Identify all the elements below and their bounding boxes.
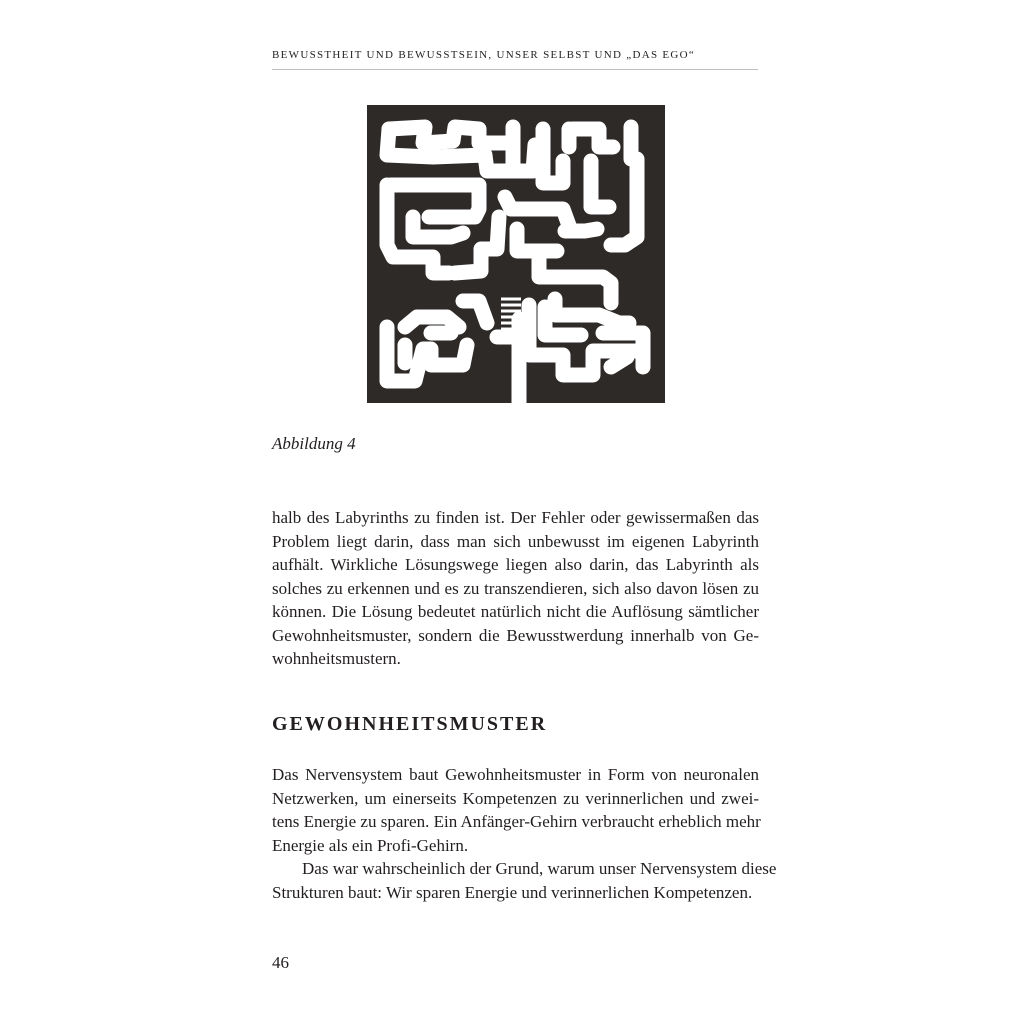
paragraph-2 [272,763,759,857]
header-rule [272,69,758,70]
text-line: Gewohnheitsmuster, sondern die Bewusstwerdung innerhalb von Ge- [272,625,759,645]
text-line: Das war wahrscheinlich der Grund, warum unser Nervensystem diese [302,859,777,878]
paragraph-3 [272,857,777,904]
section-heading: GEWOHNHEITSMUSTER [272,713,548,735]
paragraph-1 [272,506,759,671]
figure-caption: Abbildung 4 [272,434,356,453]
maze-illustration [367,105,665,403]
text-line: aufhält. Wirkliche Lösungswege liegen also darin, das Labyrinth als [272,555,759,574]
running-head: BEWUSSTHEIT UND BEWUSSTSEIN, UNSER SELBST UND „DAS EGO“ [272,49,696,61]
text-line: wohnheitsmustern. [272,649,401,668]
text-line: können. Die Lösung bedeutet natürlich nicht die Auflösung sämtlicher [272,602,759,621]
text-line: solches zu erkennen und es zu transzendieren, sich also davon lösen zu [272,578,759,598]
text-line: tens Energie zu sparen. Ein Anfänger-Gehirn verbraucht erheblich mehr [272,812,761,831]
text-line: Energie als ein Profi-Gehirn. [272,835,469,855]
text-line: Strukturen baut: Wir sparen Energie und verinnerlichen Kompetenzen. [272,882,753,902]
text-line: halb des Labyrinths zu finden ist. Der Fehler oder gewissermaßen das [272,508,759,527]
text-line: Netzwerken, um einerseits Kompetenzen zu verinnerlichen und zwei- [272,788,759,808]
page-number: 46 [272,953,289,972]
text-line: Problem liegt darin, dass man sich unbewusst im eigenen Labyrinth [272,531,759,551]
text-line: Das Nervensystem baut Gewohnheitsmuster in Form von neuronalen [272,765,759,784]
